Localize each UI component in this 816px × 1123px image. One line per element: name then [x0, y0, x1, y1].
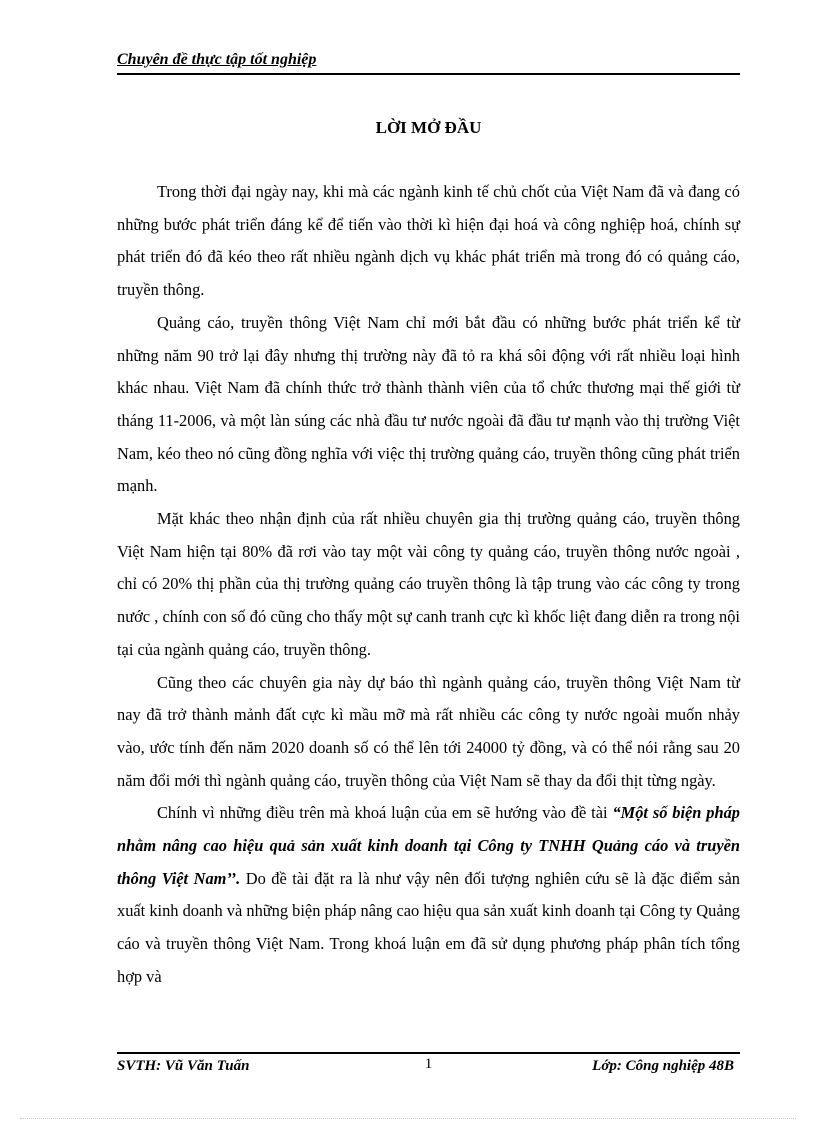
paragraph-1: Trong thời đại ngày nay, khi mà các ngành kinh tế chủ chốt của Việt Nam đã và đang có những bước phát triển đáng kể để tiến vào thời kì hiện đại hoá và công nghiệp hoá, chính sự phát triển đó đã kéo theo rất nhiều ngành dịch vụ khác phát triển mà trong đó có quảng cáo, truyền thông.: [117, 182, 740, 300]
page-footer: [117, 1052, 740, 1076]
footer-author: SVTH: Vũ Văn Tuấn: [117, 1058, 250, 1074]
paragraph-5-intro: Chính vì những điều trên mà khoá luận của em sẽ hướng vào đề tài: [157, 803, 613, 823]
paragraph-3: Mặt khác theo nhận định của rất nhiều chuyên gia thị trường quảng cáo, truyền thông Việt Nam hiện tại 80% đã rơi vào tay một vài công ty quảng cáo, truyền thông nước ngoài , chỉ có 20% thị phần của thị trường quảng cáo truyền thông là tập trung vào các công ty trong nước , chính con số đó cũng cho thấy một sự canh tranh cực kì khốc liệt đang diễn ra trong nội tại của ngành quảng cáo, truyền thông.: [117, 509, 740, 659]
paragraph-5: [117, 797, 740, 993]
thesis-topic-title: “Một số biện pháp nhằm nâng cao hiệu quả sản xuất kinh doanh tại Công ty TNHH Quảng cáo và truyền thông Việt Nam’’.: [117, 803, 740, 888]
footer-class: Lớp: Công nghiệp 48B: [592, 1058, 734, 1074]
paragraph-5-rest: Do đề tài đặt ra là như vậy nên đối tượng nghiên cứu sẽ là đặc điểm sản xuất kinh doanh và những biện pháp nâng cao hiệu qua sản xuất kinh doanh tại Công ty Quảng cáo và truyền thông Việt Nam. Trong khoá luận em đã sử dụng phương pháp phân tích tổng hợp và: [117, 868, 740, 986]
page-number: 1: [424, 1056, 433, 1072]
header-title: Chuyên đề thực tập tốt nghiệp: [117, 51, 317, 68]
document-body: [117, 176, 740, 994]
document-heading: LỜI MỞ ĐẦU: [375, 118, 482, 137]
page-edge-divider: [20, 1118, 796, 1119]
paragraph-2: Quảng cáo, truyền thông Việt Nam chỉ mới bắt đầu có những bước phát triển kể từ những năm 90 trở lại đây nhưng thị trường này đã tỏ ra khá sôi động với rất nhiều loại hình khác nhau. Việt Nam đã chính thức trở thành thành viên của tổ chức thương mại thế giới từ tháng 11-2006, và một làn súng các nhà đầu tư nước ngoài đã đầu tư mạnh vào thị trường Việt Nam, kéo theo nó cũng đồng nghĩa với việc thị trường quảng cáo, truyền thông cũng phát triển mạnh.: [117, 312, 740, 496]
page-header: [117, 49, 740, 75]
paragraph-4: Cũng theo các chuyên gia này dự báo thì ngành quảng cáo, truyền thông Việt Nam từ nay đã trở thành mảnh đất cực kì mầu mỡ mà rất nhiều các công ty nước ngoài muốn nhảy vào, ước tính đến năm 2020 doanh số có thể lên tới 24000 tỷ đồng, và có thể nói rằng sau 20 năm đổi mới thì ngành quảng cáo, truyền thông của Việt Nam sẽ thay da đổi thịt từng ngày.: [117, 672, 740, 790]
